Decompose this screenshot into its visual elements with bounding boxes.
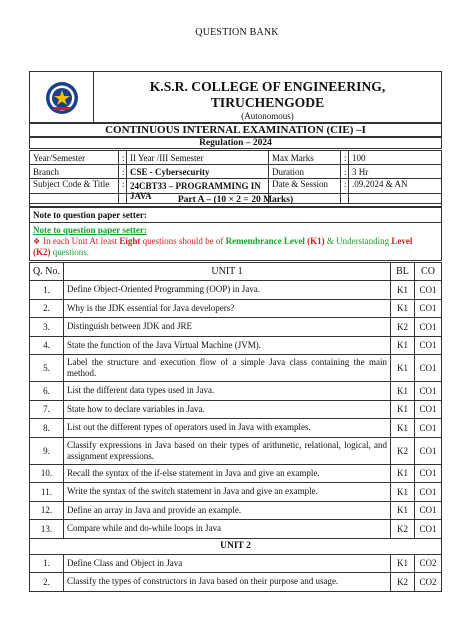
exam-title: CONTINUOUS INTERNAL EXAMINATION (CIE) –I [30, 123, 442, 138]
question-number: 7. [30, 400, 64, 419]
colon: : [119, 151, 127, 165]
note-part: Eight [119, 236, 141, 246]
question-number: 2. [30, 299, 64, 318]
question-text: Recall the syntax of the if-else statement in Java and give an example. [64, 464, 391, 483]
co-header: CO [415, 263, 442, 281]
year-value: II Year /III Semester [127, 151, 269, 165]
question-number: 2. [30, 573, 64, 592]
note-part: (K2) [33, 247, 51, 257]
bloom-level: K1 [391, 336, 415, 355]
question-text: Why is the JDK essential for Java developers? [64, 299, 391, 318]
autonomous-label: (Autonomous) [241, 110, 294, 121]
question-text: Compare while and do-while loops in Java [64, 520, 391, 539]
question-row [30, 520, 442, 539]
duration-label: Duration [269, 165, 341, 179]
note-part: & Understanding [324, 236, 392, 246]
bloom-level: K1 [391, 400, 415, 419]
colon: : [341, 165, 349, 179]
note-part: Level [391, 236, 413, 246]
question-text: Classify the types of constructors in Java based on their purpose and usage. [64, 573, 391, 592]
question-row [30, 336, 442, 355]
question-table [29, 262, 442, 592]
bloom-level: K1 [391, 299, 415, 318]
question-text: Label the structure and execution flow of a simple Java class containing the main method. [64, 355, 391, 382]
subject-value: 24CBT33 – PROGRAMMING IN JAVA [127, 179, 269, 204]
max-marks-value: 100 [349, 151, 442, 165]
question-number: 11. [30, 483, 64, 502]
unit2-header-row [30, 538, 442, 554]
course-outcome: CO1 [415, 483, 442, 502]
setter-notes [29, 207, 442, 261]
question-text: Classify expressions in Java based on their types of arithmetic, relational, logical, and assignment expressions. [64, 437, 391, 464]
max-marks-label: Max Marks [269, 151, 341, 165]
question-row [30, 554, 442, 573]
branch-value: CSE - Cybersecurity [127, 165, 269, 179]
branch-label: Branch [30, 165, 119, 179]
college-name: K.S.R. COLLEGE OF ENGINEERING, TIRUCHENGODE [149, 78, 386, 110]
question-number: 12. [30, 501, 64, 520]
colon: : [119, 165, 127, 179]
note-part: questions. [50, 247, 90, 257]
question-text: Define an array in Java and provide an example. [64, 501, 391, 520]
date-label: Date & Session [269, 179, 341, 204]
course-outcome: CO1 [415, 520, 442, 539]
bloom-level: K1 [391, 464, 415, 483]
question-number: 13. [30, 520, 64, 539]
unit2-title: UNIT 2 [30, 538, 442, 554]
question-row [30, 400, 442, 419]
question-number: 10. [30, 464, 64, 483]
diamond-bullet-icon: ❖ [33, 237, 41, 246]
question-text: List out the different types of operators used in Java with examples. [64, 419, 391, 438]
question-row [30, 281, 442, 300]
year-label: Year/Semester [30, 151, 119, 165]
question-number: 9. [30, 437, 64, 464]
colon: : [119, 179, 127, 204]
bloom-level: K1 [391, 501, 415, 520]
course-outcome: CO1 [415, 355, 442, 382]
document-title: QUESTION BANK [195, 27, 279, 38]
question-row [30, 501, 442, 520]
question-row [30, 464, 442, 483]
question-row [30, 299, 442, 318]
question-row [30, 318, 442, 337]
note-part: Remembrance Level [225, 236, 305, 246]
bloom-level: K2 [391, 318, 415, 337]
question-text: Distinguish between JDK and JRE [64, 318, 391, 337]
question-number: 1. [30, 554, 64, 573]
question-text: Define Class and Object in Java [64, 554, 391, 573]
bl-header: BL [391, 263, 415, 281]
qno-header: Q. No. [30, 263, 64, 281]
question-number: 6. [30, 382, 64, 401]
question-text: State the function of the Java Virtual Machine (JVM). [64, 336, 391, 355]
course-outcome: CO1 [415, 437, 442, 464]
course-outcome: CO1 [415, 419, 442, 438]
course-outcome: CO1 [415, 336, 442, 355]
bloom-level: K2 [391, 573, 415, 592]
college-seal-icon [45, 80, 79, 116]
regulation-block [29, 136, 442, 149]
question-text: Write the syntax of the switch statement in Java and give an example. [64, 483, 391, 502]
question-row [30, 419, 442, 438]
college-logo [30, 72, 94, 124]
note-part: In each Unit At least [43, 236, 120, 246]
bloom-level: K2 [391, 520, 415, 539]
question-number: 5. [30, 355, 64, 382]
course-outcome: CO1 [415, 299, 442, 318]
question-number: 1. [30, 281, 64, 300]
course-outcome: CO1 [415, 382, 442, 401]
duration-value: 3 Hr [349, 165, 442, 179]
question-number: 8. [30, 419, 64, 438]
question-row [30, 382, 442, 401]
regulation: Regulation – 2024 [30, 137, 442, 149]
question-number: 4. [30, 336, 64, 355]
question-text: State how to declare variables in Java. [64, 400, 391, 419]
unit1-header: UNIT 1 [64, 263, 391, 281]
bloom-level: K1 [391, 355, 415, 382]
question-text: List the different data types used in Java. [64, 382, 391, 401]
note-text [33, 236, 438, 258]
part-a-header [29, 193, 442, 207]
bloom-level: K1 [391, 483, 415, 502]
course-outcome: CO1 [415, 400, 442, 419]
question-number: 3. [30, 318, 64, 337]
course-outcome: CO1 [415, 501, 442, 520]
question-row [30, 437, 442, 464]
note-part: (K1) [304, 236, 325, 246]
bloom-level: K1 [391, 419, 415, 438]
question-text: Define Object-Oriented Programming (OOP) in Java. [64, 281, 391, 300]
bloom-level: K1 [391, 554, 415, 573]
note-heading: Note to question paper setter: [30, 208, 442, 223]
colon: : [341, 151, 349, 165]
bloom-level: K2 [391, 437, 415, 464]
note-part: questions should be of [140, 236, 226, 246]
bloom-level: K1 [391, 382, 415, 401]
course-outcome: CO1 [415, 281, 442, 300]
colon: : [341, 179, 349, 204]
college-header [29, 71, 442, 124]
part-a-title: Part A – (10 × 2 = 20 Marks) [30, 194, 442, 207]
question-row [30, 483, 442, 502]
question-row [30, 355, 442, 382]
note-subheading: Note to question paper setter: [33, 225, 147, 235]
course-outcome: CO1 [415, 318, 442, 337]
date-value: .09.2024 & AN [349, 179, 442, 204]
bloom-level: K1 [391, 281, 415, 300]
course-outcome: CO2 [415, 554, 442, 573]
question-row [30, 573, 442, 592]
course-outcome: CO2 [415, 573, 442, 592]
subject-label: Subject Code & Title [30, 179, 119, 204]
course-outcome: CO1 [415, 464, 442, 483]
